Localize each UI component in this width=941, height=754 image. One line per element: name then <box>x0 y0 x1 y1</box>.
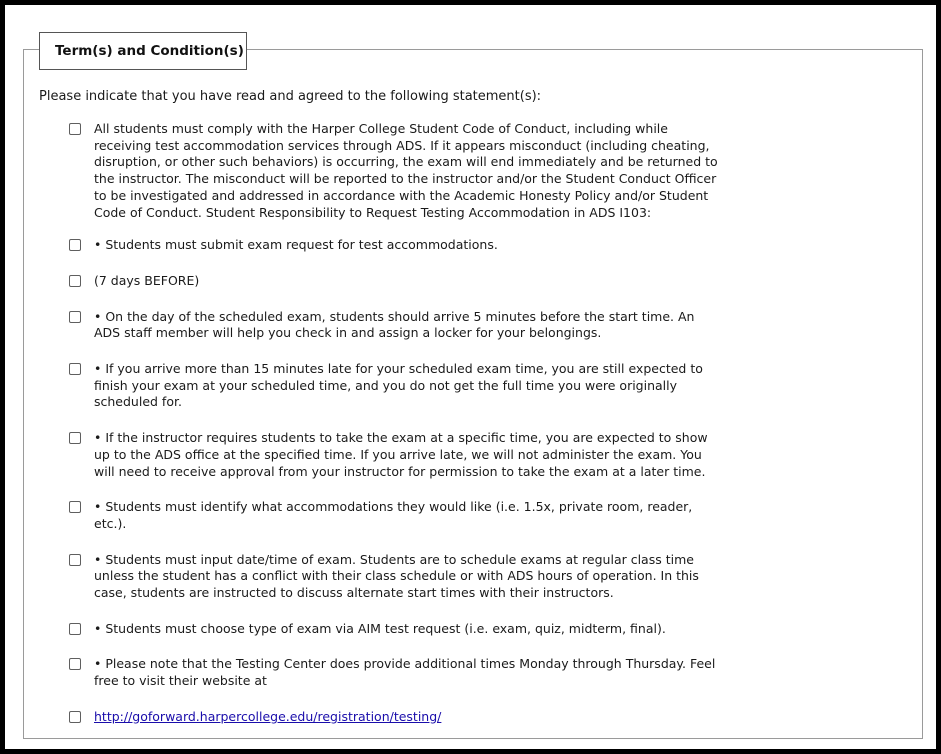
statement-checkbox[interactable] <box>69 311 81 323</box>
statement-checkbox[interactable] <box>69 554 81 566</box>
statement-list <box>69 121 729 726</box>
statement-checkbox[interactable] <box>69 711 81 723</box>
statement-text: (7 days BEFORE) <box>94 272 200 288</box>
statement-item <box>69 237 729 254</box>
statement-checkbox[interactable] <box>69 275 81 287</box>
statement-checkbox[interactable] <box>69 623 81 635</box>
terms-legend: Term(s) and Condition(s) <box>39 32 247 70</box>
testing-center-link[interactable]: http://goforward.harpercollege.edu/registration/testing/ <box>94 708 442 724</box>
terms-intro: Please indicate that you have read and agreed to the following statement(s): <box>39 89 542 104</box>
statement-item <box>69 309 729 342</box>
statement-checkbox[interactable] <box>69 658 81 670</box>
statement-item <box>69 430 729 480</box>
statement-item <box>69 121 729 221</box>
statement-text: • Students must submit exam request for test accommodations. <box>94 237 498 253</box>
statement-text: • Students must choose type of exam via AIM test request (i.e. exam, quiz, midterm, final). <box>94 620 666 636</box>
statement-checkbox[interactable] <box>69 363 81 375</box>
statement-checkbox[interactable] <box>69 239 81 251</box>
statement-text: • If the instructor requires students to take the exam at a specific time, you are expected to show up to the ADS office at the specified time. If you arrive late, we will not administer the exam. You will need to receive approval from your instructor for permission to take the exam at a later time. <box>94 430 708 479</box>
statement-item <box>69 273 729 290</box>
statement-text: • Students must identify what accommodations they would like (i.e. 1.5x, private room, reader, etc.). <box>94 499 693 531</box>
statement-checkbox[interactable] <box>69 432 81 444</box>
statement-text: • Please note that the Testing Center does provide additional times Monday through Thursday. Feel free to visit their website at <box>94 656 716 689</box>
statement-text: • On the day of the scheduled exam, students should arrive 5 minutes before the start time. An ADS staff member will help you check in and assign a locker for your belongings. <box>94 308 695 341</box>
statement-item <box>69 656 729 689</box>
statement-text: • Students must input date/time of exam. Students are to schedule exams at regular class time unless the student has a conflict with their class schedule or with ADS hours of operation. In this case, students are instructed to discuss alternate start times with their instructors. <box>94 551 699 601</box>
statement-item <box>69 552 729 602</box>
statement-text: • If you arrive more than 15 minutes late for your scheduled exam time, you are still expected to finish your exam at your scheduled time, and you do not get the full time you were originally scheduled for. <box>94 361 703 410</box>
statement-checkbox[interactable] <box>69 501 81 513</box>
statement-item <box>69 709 729 726</box>
statement-item <box>69 499 729 532</box>
statement-checkbox[interactable] <box>69 123 81 135</box>
statement-item <box>69 621 729 638</box>
statement-item <box>69 361 729 411</box>
statement-text: All students must comply with the Harper College Student Code of Conduct, including while receiving test accommodation services through ADS. If it appears misconduct (including cheating, disruption, or other such behaviors) is occurring, the exam will end immediately and be returned to the instructor. The misconduct will be reported to the instructor and/or the Student Conduct Officer to be investigated and addressed in accordance with the Academic Honesty Policy and/or Student Code of Conduct. Student Responsibility to Request Testing Accommodation in ADS I103: <box>94 121 718 220</box>
